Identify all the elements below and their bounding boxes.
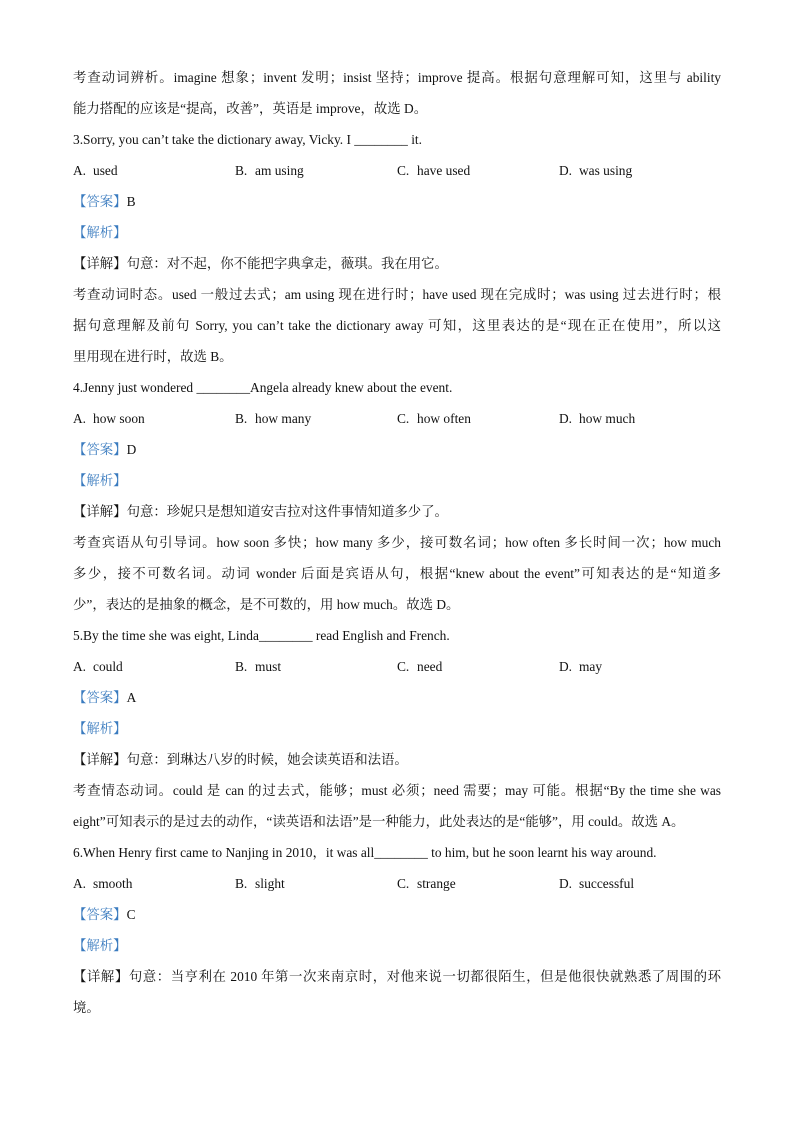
options-row — [73, 155, 721, 186]
detail-text: 句意：当亨利在 2010 年第一次来南京时，对他来说一切都很陌生，但是他很快就熟悉了周围的环 — [128, 969, 722, 984]
answer-line — [73, 186, 721, 217]
explain-line: 考查动词时态。used 一般过去式；am using 现在进行时；have used 现在完成时；was using 过去进行时；根 — [73, 287, 721, 302]
detail-tag: 【详解】 — [73, 504, 127, 519]
option-a: A. smooth — [73, 876, 133, 891]
analysis-line — [73, 713, 721, 744]
detail-tag: 【详解】 — [73, 256, 127, 271]
explain-line: 考查宾语从句引导词。how soon 多快；how many 多少，接可数名词；how often 多长时间一次；how much — [73, 535, 721, 550]
option-b: B. slight — [235, 876, 285, 891]
explain-line: 考查情态动词。could 是 can 的过去式，能够；must 必须；need 需要；may 可能。根据“By the time she was — [73, 783, 721, 798]
explain-line: 里用现在进行时，故选 B。 — [73, 349, 233, 364]
question-block-6 — [73, 837, 721, 1023]
detail-line — [73, 744, 721, 775]
answer-value: C — [126, 907, 136, 922]
answer-value: D — [126, 442, 137, 457]
question-stem: 3.Sorry, you can’t take the dictionary away, Vicky. I ________ it. — [73, 132, 423, 147]
explain-line: 多少，接不可数名词。动词 wonder 后面是宾语从句，根据“knew about the event”可知表达的是“知道多 — [73, 566, 721, 581]
analysis-tag: 【解析】 — [73, 938, 127, 953]
answer-line — [73, 682, 721, 713]
option-d: D. may — [559, 659, 603, 674]
question-stem: 4.Jenny just wondered ________Angela already knew about the event. — [73, 380, 453, 395]
detail-line — [73, 496, 721, 527]
detail-line — [73, 248, 721, 279]
option-c: C. need — [397, 659, 443, 674]
options-row — [73, 868, 721, 899]
option-c: C. have used — [397, 163, 471, 178]
option-b: B. am using — [235, 163, 304, 178]
question-block-4 — [73, 372, 721, 620]
explain-line: 少”，表达的是抽象的概念，是不可数的，用 how much。故选 D。 — [73, 597, 460, 612]
analysis-tag: 【解析】 — [73, 473, 127, 488]
answer-value: A — [126, 690, 137, 705]
analysis-line — [73, 930, 721, 961]
option-d: D. was using — [559, 163, 633, 178]
option-a: A. how soon — [73, 411, 145, 426]
option-c: C. strange — [397, 876, 456, 891]
document-content — [73, 62, 721, 1023]
answer-tag: 【答案】 — [73, 194, 127, 209]
option-a: A. could — [73, 659, 123, 674]
option-d: D. how much — [559, 411, 636, 426]
answer-tag: 【答案】 — [73, 690, 127, 705]
explain-line: 据句意理解及前句 Sorry, you can’t take the dictionary away 可知，这里表达的是“现在正在使用”，所以这 — [73, 318, 721, 333]
question-block-5 — [73, 620, 721, 837]
options-row — [73, 403, 721, 434]
answer-line — [73, 434, 721, 465]
analysis-tag: 【解析】 — [73, 225, 127, 240]
question-stem: 5.By the time she was eight, Linda________ read English and French. — [73, 628, 450, 643]
analysis-line — [73, 465, 721, 496]
analysis-tag: 【解析】 — [73, 721, 127, 736]
detail-text: 句意：对不起，你不能把字典拿走，薇琪。我在用它。 — [126, 256, 448, 271]
detail-text: 句意：到琳达八岁的时候，她会读英语和法语。 — [126, 752, 408, 767]
option-c: C. how often — [397, 411, 471, 426]
option-b: B. must — [235, 659, 282, 674]
answer-tag: 【答案】 — [73, 907, 127, 922]
analysis-line — [73, 217, 721, 248]
answer-value: B — [126, 194, 136, 209]
detail-tag: 【详解】 — [73, 969, 129, 984]
question-block-3 — [73, 124, 721, 372]
option-b: B. how many — [235, 411, 312, 426]
detail-tag: 【详解】 — [73, 752, 127, 767]
answer-tag: 【答案】 — [73, 442, 127, 457]
intro-line-2: 能力搭配的应该是“提高，改善”，英语是 improve，故选 D。 — [73, 101, 428, 116]
option-d: D. successful — [559, 876, 635, 891]
intro-line-1: 考查动词辨析。imagine 想象；invent 发明；insist 坚持；improve 提高。根据句意理解可知，这里与 ability — [73, 70, 721, 85]
option-a: A. used — [73, 163, 118, 178]
explain-line: 境。 — [73, 1000, 100, 1015]
question-stem: 6.When Henry first came to Nanjing in 2010，it was all________ to him, but he soon learnt his way around. — [73, 845, 657, 860]
answer-line — [73, 899, 721, 930]
explain-line: eight”可知表示的是过去的动作，“读英语和法语”是一种能力，此处表达的是“能够”，用 could。故选 A。 — [73, 814, 685, 829]
detail-text: 句意：珍妮只是想知道安吉拉对这件事情知道多少了。 — [126, 504, 448, 519]
detail-line — [73, 961, 721, 992]
options-row — [73, 651, 721, 682]
